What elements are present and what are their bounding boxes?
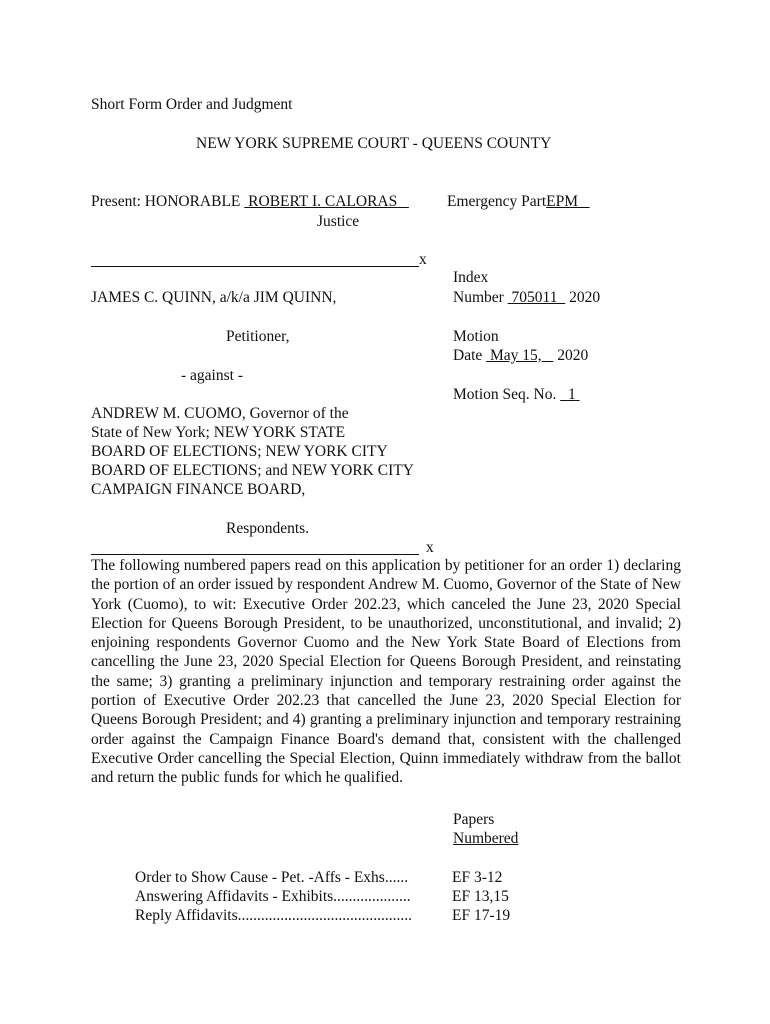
part-value: EPM: [546, 193, 579, 210]
petitioner-name: JAMES C. QUINN, a/k/a JIM QUINN,: [91, 289, 337, 306]
part-label: Emergency Part: [447, 193, 547, 210]
motion-date-line: [453, 346, 588, 365]
court-name: NEW YORK SUPREME COURT - QUEENS COUNTY: [196, 135, 552, 152]
present-line: [91, 192, 409, 211]
emergency-part: [447, 192, 590, 211]
papers-item: Order to Show Cause - Pet. -Affs - Exhs......: [135, 869, 409, 886]
papers-heading: Papers: [453, 811, 495, 828]
form-title: Short Form Order and Judgment: [91, 96, 293, 113]
respondents-line: State of New York; NEW YORK STATE: [91, 424, 346, 441]
justice-name: ROBERT I. CALORAS: [248, 193, 398, 210]
caption-rule-bottom: [91, 554, 419, 555]
motion-year: 2020: [557, 347, 589, 364]
caption-rule-top: [91, 266, 419, 267]
index-year: 2020: [569, 289, 601, 306]
seq-value: 1: [567, 386, 576, 403]
date-label: Date: [453, 347, 483, 364]
motion-label: Motion: [453, 328, 499, 345]
papers-item: Answering Affidavits - Exhibits....................: [135, 888, 411, 905]
numbered-heading: Numbered: [453, 830, 519, 847]
respondents-line: BOARD OF ELECTIONS; and NEW YORK CITY: [91, 462, 414, 479]
papers-ref: EF 17-19: [452, 907, 511, 924]
present-prefix: Present: HONORABLE: [91, 193, 241, 210]
index-label: Index: [453, 269, 489, 286]
caption-mark-bottom: x: [426, 539, 434, 556]
respondents-role: Respondents.: [226, 520, 310, 537]
index-number: 705011: [511, 289, 558, 306]
petitioner-role: Petitioner,: [226, 328, 290, 345]
against-text: - against -: [181, 367, 243, 384]
respondents-line: CAMPAIGN FINANCE BOARD,: [91, 481, 306, 498]
papers-item: Reply Affidavits.............................................: [135, 907, 412, 924]
index-number-line: [453, 288, 600, 307]
caption-mark-top: x: [419, 251, 427, 268]
respondents-line: ANDREW M. CUOMO, Governor of the: [91, 405, 349, 422]
motion-seq-line: [453, 385, 580, 404]
justice-title: Justice: [317, 213, 360, 230]
seq-label: Motion Seq. No.: [453, 386, 557, 403]
body-paragraph: The following numbered papers read on this application by petitioner for an order 1) declaring the portion of an order issued by respondent Andrew M. Cuomo, Governor of the State of New York (Cuomo), to wit: Executive Order 202.23, which canceled the June 23, 2020 Special Election for Queens Borough President, to be unauthorized, unconstitutional, and invalid; 2) enjoining respondents Governor Cuomo and the New York State Board of Elections from cancelling the June 23, 2020 Special Election for Queens Borough President, and reinstating the same; 3) granting a preliminary injunction and temporary restraining order against the portion of Executive Order 202.23 that cancelled the June 23, 2020 Special Election for Queens Borough President; and 4) granting a preliminary injunction and temporary restraining order against the Campaign Finance Board's demand that, consistent with the challenged Executive Order cancelling the Special Election, Quinn immediately withdraw from the ballot and return the public funds for which he qualified.: [91, 557, 681, 787]
papers-ref: EF 13,15: [452, 888, 509, 905]
motion-date: May 15,: [490, 347, 542, 364]
respondents-line: BOARD OF ELECTIONS; NEW YORK CITY: [91, 443, 388, 460]
number-label: Number: [453, 289, 504, 306]
papers-ref: EF 3-12: [452, 869, 503, 886]
